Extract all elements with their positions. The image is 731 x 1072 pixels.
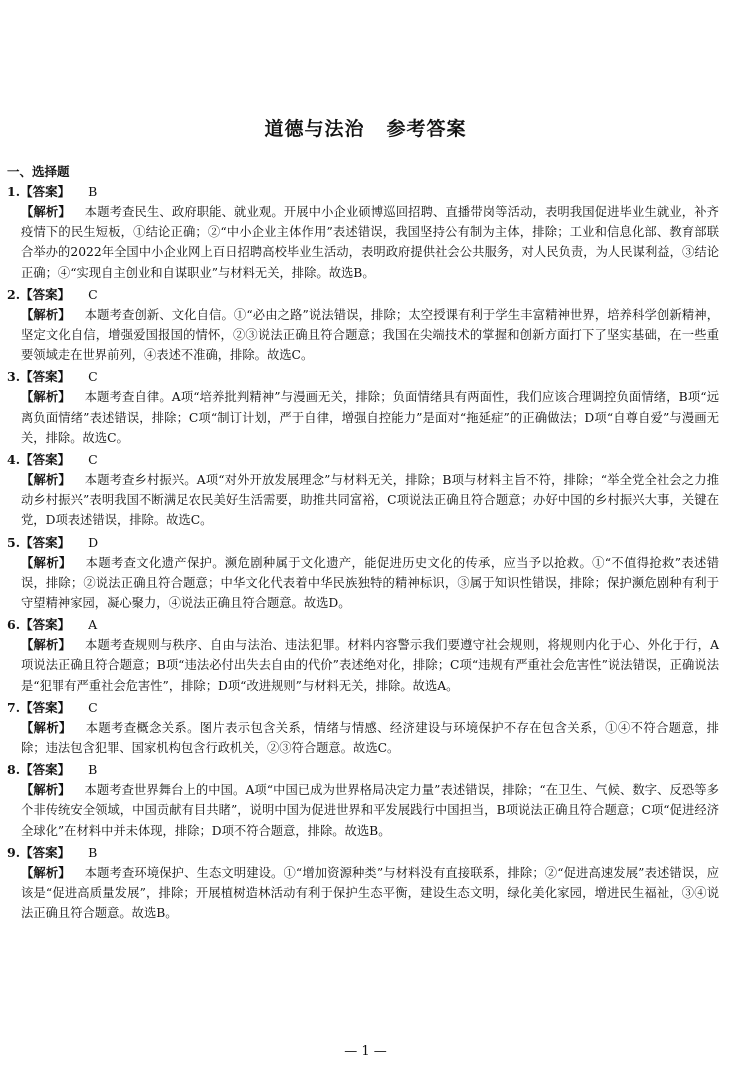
answer-tag: 【答案】 xyxy=(20,617,71,633)
page-number: — 1 — xyxy=(344,1044,387,1059)
answer-tag: 【答案】 xyxy=(20,452,71,468)
question-item xyxy=(7,532,719,614)
analysis-paragraph xyxy=(21,387,719,448)
page-title xyxy=(0,114,731,141)
analysis-tag: 【解析】 xyxy=(21,204,71,219)
question-item xyxy=(7,614,719,696)
answer-value: A xyxy=(88,617,98,633)
answer-content xyxy=(7,163,719,924)
analysis-text: 本题考查创新、文化自信。①“必由之路”说法错误，排除；太空授课有利于学生丰富精神世界，培养科学创新精神，坚定文化自信，增强爱国报国的情怀，②③说法正确且符合题意；我国在尖端技术的掌握和创新方面打下了坚实基础，在一些重要领域走在世界前列，④表述不准确，排除。故选C。 xyxy=(21,307,719,363)
analysis-paragraph xyxy=(21,780,719,841)
question-number: 4. xyxy=(7,452,21,468)
answer-tag: 【答案】 xyxy=(20,286,71,302)
answer-value: C xyxy=(88,286,98,302)
answer-line xyxy=(7,366,719,387)
answer-value: D xyxy=(88,534,99,550)
analysis-paragraph xyxy=(21,202,719,283)
question-number: 8. xyxy=(7,762,21,778)
answer-value: C xyxy=(88,369,98,385)
answer-tag: 【答案】 xyxy=(20,369,71,385)
answer-line xyxy=(7,449,719,470)
question-number: 9. xyxy=(7,844,21,860)
analysis-tag: 【解析】 xyxy=(21,554,72,570)
analysis-paragraph xyxy=(21,635,719,696)
question-item xyxy=(7,759,719,841)
answer-line xyxy=(7,697,719,718)
answer-value: B xyxy=(88,762,98,778)
analysis-text: 本题考查世界舞台上的中国。A项“中国已成为世界格局决定力量”表述错误，排除；“在卫生、气候、数字、反恐等多个非传统安全领域，中国贡献有目共睹”，说明中国为促进世界和平发展践行中国担当，B项说法正确且符合题意；C项“促进经济全球化”在材料中并未体现，排除；D项不符合题意，排除。故选B。 xyxy=(21,783,719,838)
analysis-tag: 【解析】 xyxy=(21,719,72,735)
title-label: 参考答案 xyxy=(386,118,467,140)
question-item xyxy=(7,366,719,448)
question-number: 2. xyxy=(7,286,21,302)
analysis-paragraph xyxy=(21,470,719,531)
title-subject: 道德与法治 xyxy=(264,118,365,140)
question-number: 1. xyxy=(7,184,21,199)
analysis-tag: 【解析】 xyxy=(21,637,72,653)
question-item xyxy=(7,181,719,283)
answer-line xyxy=(7,759,719,780)
analysis-paragraph xyxy=(21,718,719,758)
answer-line xyxy=(7,842,719,863)
question-item xyxy=(7,842,719,924)
analysis-text: 本题考查概念关系。图片表示包含关系，情绪与情感、经济建设与环境保护不存在包含关系，①④不符合题意，排除；违法包含犯罪、国家机构包含行政机关，②③符合题意。故选C。 xyxy=(21,720,719,756)
analysis-tag: 【解析】 xyxy=(21,389,71,405)
question-list xyxy=(7,181,719,923)
answer-tag: 【答案】 xyxy=(20,184,71,199)
answer-value: C xyxy=(88,452,98,468)
analysis-text: 本题考查文化遗产保护。濒危剧种属于文化遗产，能促进历史文化的传承，应当予以抢救。①“不值得抢救”表述错误，排除；②说法正确且符合题意；中华文化代表着中华民族独特的精神标识，③属于知识性错误，排除；保护濒危剧种有利于守望精神家园，凝心聚力，④说法正确且符合题意。故选D。 xyxy=(21,555,719,611)
analysis-text: 本题考查自律。A项“培养批判精神”与漫画无关，排除；负面情绪具有两面性，我们应该合理调控负面情绪，B项“远离负面情绪”表述错误，排除；C项“制订计划，严于自律，增强自控能力”是面对“拖延症”的正确做法；D项“自尊自爱”与漫画无关，排除。故选C。 xyxy=(21,390,719,445)
question-item xyxy=(7,284,719,366)
analysis-paragraph xyxy=(21,553,719,614)
section-heading: 一、选择题 xyxy=(7,164,70,179)
answer-tag: 【答案】 xyxy=(20,699,71,715)
analysis-paragraph xyxy=(21,863,719,924)
question-number: 3. xyxy=(7,369,21,385)
analysis-text: 本题考查民生、政府职能、就业观。开展中小企业硕博巡回招聘、直播带岗等活动，表明我国促进毕业生就业，补齐疫情下的民生短板，①结论正确；②“中小企业主体作用”表述错误，我国坚持公有制为主体，排除；工业和信息化部、教育部联合举办的2022年全国中小企业网上百日招聘高校毕业生活动，表明政府提供社会公共服务，对人民负责，为人民谋利益，③结论正确；④“实现自主创业和自谋职业”与材料无关，排除。故选B。 xyxy=(21,205,719,280)
answer-line xyxy=(7,532,719,553)
question-number: 7. xyxy=(7,699,21,715)
answer-tag: 【答案】 xyxy=(20,534,71,550)
question-item xyxy=(7,449,719,531)
analysis-tag: 【解析】 xyxy=(21,472,71,488)
analysis-paragraph xyxy=(21,305,719,366)
analysis-text: 本题考查环境保护、生态文明建设。①“增加资源种类”与材料没有直接联系，排除；②“促进高速发展”表述错误，应该是“促进高质量发展”，排除；开展植树造林活动有利于保护生态平衡，建设生态文明，绿化美化家园，增进民生福祉，③④说法正确且符合题意。故选B。 xyxy=(21,865,719,921)
answer-tag: 【答案】 xyxy=(20,762,71,778)
answer-line xyxy=(7,181,719,202)
analysis-tag: 【解析】 xyxy=(21,782,71,798)
answer-value: B xyxy=(88,844,98,860)
analysis-tag: 【解析】 xyxy=(21,864,71,880)
answer-value: C xyxy=(88,699,98,715)
analysis-tag: 【解析】 xyxy=(21,306,71,322)
question-item xyxy=(7,697,719,758)
answer-line xyxy=(7,284,719,305)
analysis-text: 本题考查规则与秩序、自由与法治、违法犯罪。材料内容警示我们要遵守社会规则，将规则内化于心、外化于行，A项说法正确且符合题意；B项“违法必付出失去自由的代价”表述绝对化，排除；C项“违规有严重社会危害性”说法错误，正确说法是“犯罪有严重社会危害性”，排除；D项“改进规则”与材料无关，排除。故选A。 xyxy=(21,638,719,693)
question-number: 6. xyxy=(7,617,21,633)
answer-value: B xyxy=(88,184,98,199)
answer-tag: 【答案】 xyxy=(20,844,71,860)
answer-line xyxy=(7,614,719,635)
analysis-text: 本题考查乡村振兴。A项“对外开放发展理念”与材料无关，排除；B项与材料主旨不符，排除；“举全党全社会之力推动乡村振兴”表明我国不断满足农民美好生活需要，助推共同富裕，C项说法正确且符合题意；办好中国的乡村振兴大事，关键在党，D项表述错误，排除。故选C。 xyxy=(21,473,719,528)
question-number: 5. xyxy=(7,534,21,550)
